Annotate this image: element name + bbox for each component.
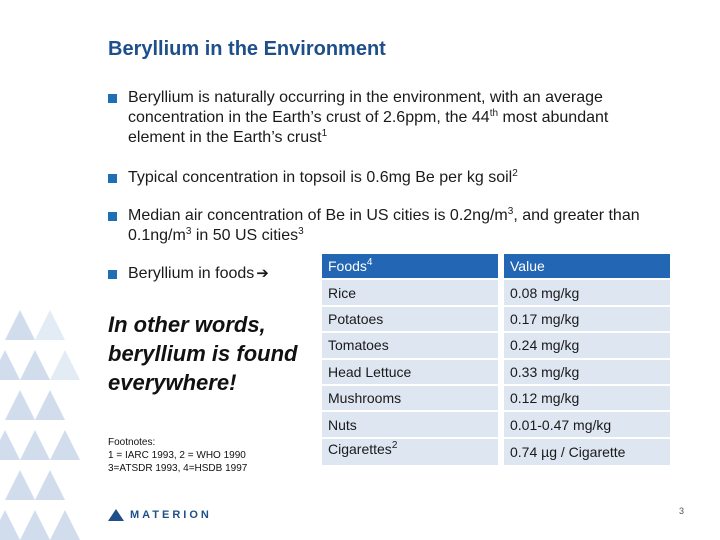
value-cell: 0.17 mg/kg [504,307,670,333]
footnotes-label: Footnotes: [108,437,156,448]
materion-logo [108,509,212,521]
table-header-row [322,254,670,280]
bullet-text: Median air concentration of Be in US cities is $0.2ng/m^3$, and greater than $0.1ng/m^3$ in 50 US cities$^3$ [128,206,640,244]
food-cell: Head Lettuce [322,360,504,386]
bullet-text: Beryllium in foods ➔ [128,265,269,282]
logo-wordmark: MATERION [130,509,212,521]
footnotes [108,436,247,475]
triangle-pattern-decoration [0,300,80,540]
bullet-foods [108,264,308,284]
bullet-text: Beryllium is naturally occurring in the environment, with an average concentration in the Earth’s crust of 2.6ppm, the 44th most abundant element in the Earth’s crust$^1$ [128,89,609,146]
table-row [322,360,670,386]
food-cell: Mushrooms [322,386,504,412]
value-cell: 0.33 mg/kg [504,360,670,386]
food-cell: Tomatoes [322,333,504,359]
page-number: 3 [679,506,685,516]
bullet-air [108,206,668,246]
column-header-foods: Foods$^4$ [322,254,504,280]
bullet-text: Typical concentration in topsoil is 0.6mg Be per kg soil$^2$ [128,168,518,186]
value-cell: 0.01-0.47 mg/kg [504,412,670,438]
food-cell: Cigarettes$^2$ [322,439,504,467]
square-bullet-icon [108,212,117,221]
emphasis-text: In other words, beryllium is found everywhere! [108,312,298,395]
right-arrow-icon: ➔ [256,265,269,282]
table-row [322,412,670,438]
column-header-value: Value [504,254,670,280]
food-cell: Nuts [322,412,504,438]
table-row [322,386,670,412]
table-row [322,280,670,306]
square-bullet-icon [108,94,117,103]
value-cell: 0.24 mg/kg [504,333,670,359]
footnote-line: 3=ATSDR 1993, 4=HSDB 1997 [108,463,248,474]
value-cell: 0.08 mg/kg [504,280,670,306]
table-row [322,307,670,333]
food-cell: Potatoes [322,307,504,333]
materion-logo-icon [108,509,124,521]
food-cell: Rice [322,280,504,306]
value-cell: 0.74 µg / Cigarette [504,439,670,467]
value-cell: 0.12 mg/kg [504,386,670,412]
footnote-line: 1 = IARC 1993, 2 = WHO 1990 [108,450,246,461]
square-bullet-icon [108,270,117,279]
slide-title: Beryllium in the Environment [108,38,386,60]
table-row [322,333,670,359]
bullet-crust [108,88,668,148]
bullet-topsoil [108,168,668,188]
foods-table [322,254,670,467]
table-row [322,439,670,467]
square-bullet-icon [108,174,117,183]
